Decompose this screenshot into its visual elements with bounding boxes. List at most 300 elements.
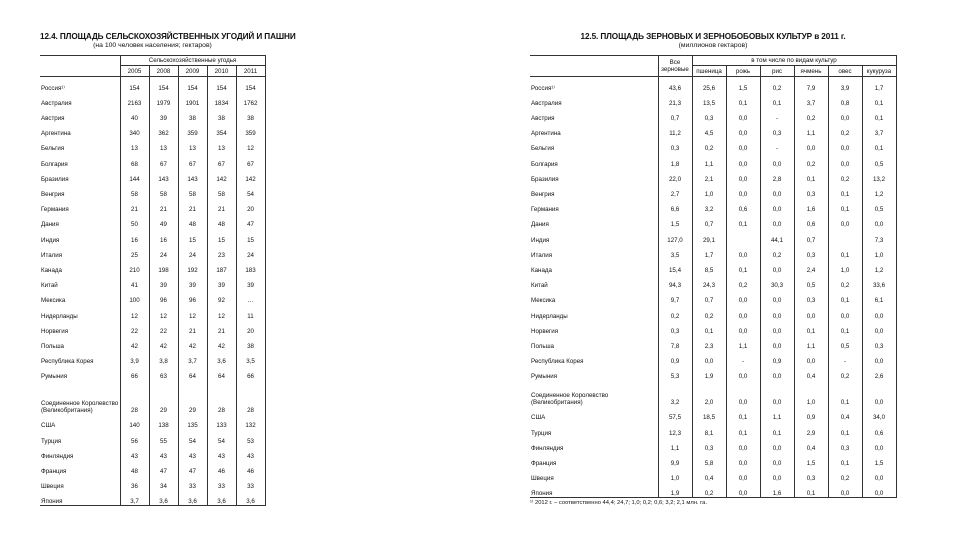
cell-value	[828, 228, 862, 243]
cell-value: 29,1	[692, 228, 726, 243]
row-label: Финляндия	[531, 444, 564, 452]
cell-value: 0,7	[692, 213, 726, 228]
table-row	[530, 406, 896, 421]
cell-value: 0,1	[794, 320, 828, 335]
cell-value: 15,4	[658, 259, 692, 274]
cell-value: 154	[207, 77, 236, 92]
table-12-4	[40, 55, 266, 506]
cell-value: 2163	[120, 92, 149, 107]
cell-value: 143	[178, 168, 207, 183]
cell-value: 0,2	[658, 304, 692, 319]
cell-value: 25,6	[692, 77, 726, 92]
cell-value: 46	[236, 460, 265, 475]
cell-value: 0,3	[794, 467, 828, 482]
cell-value: 33,6	[862, 274, 896, 289]
table-row	[40, 380, 265, 414]
cell-value: 2,6	[862, 365, 896, 380]
cell-value: 0,3	[692, 107, 726, 122]
cell-value: 0,0	[726, 482, 760, 497]
row-label: Индия	[41, 236, 60, 244]
row-label: Румыния	[531, 373, 558, 381]
table-row	[40, 198, 265, 213]
row-label: Турция	[41, 437, 62, 445]
cell-value: 38	[178, 107, 207, 122]
row-label: Аргентина	[41, 130, 71, 138]
table-row	[40, 289, 265, 304]
cell-value: 15	[236, 228, 265, 243]
cell-value: 0,7	[794, 228, 828, 243]
cell-value: 3,2	[658, 380, 692, 406]
cell-value: 0,1	[726, 92, 760, 107]
cell-value: 0,0	[760, 320, 794, 335]
table-row	[530, 228, 896, 243]
table-row	[40, 460, 265, 475]
cell-value: 340	[120, 122, 149, 137]
cell-value: 1901	[178, 92, 207, 107]
cell-value: 13	[178, 137, 207, 152]
cell-value: 1,7	[862, 77, 896, 92]
cell-value: 0,0	[726, 437, 760, 452]
cell-value: 20	[236, 320, 265, 335]
year-header: 2008	[149, 66, 178, 77]
cell-value: 13	[120, 137, 149, 152]
table-12-5	[530, 55, 897, 498]
cell-value: 198	[149, 259, 178, 274]
row-label: Турция	[531, 429, 552, 437]
table-row	[40, 274, 265, 289]
cell-value: 0,7	[658, 107, 692, 122]
cell-value: 24	[178, 244, 207, 259]
cell-value: 354	[207, 122, 236, 137]
cell-value: 0,1	[760, 421, 794, 436]
cell-value: 362	[149, 122, 178, 137]
cell-value: 1,1	[760, 406, 794, 421]
table-row	[530, 274, 896, 289]
row-label: Бельгия	[531, 145, 555, 153]
cell-value: 44,1	[760, 228, 794, 243]
cell-value: 0,0	[760, 365, 794, 380]
cell-value: -	[726, 350, 760, 365]
cell-value: 1,9	[692, 365, 726, 380]
cell-value: 0,0	[726, 137, 760, 152]
table-row	[530, 92, 896, 107]
year-header: 2009	[178, 66, 207, 77]
cell-value: 1,1	[794, 122, 828, 137]
table-row	[40, 107, 265, 122]
cell-value: 43	[207, 445, 236, 460]
cell-value: 154	[149, 77, 178, 92]
cell-value: 6,6	[658, 198, 692, 213]
cell-value: 1,0	[794, 380, 828, 406]
row-label: Япония	[40, 490, 120, 505]
cell-value: 0,0	[726, 289, 760, 304]
cell-value: 0,0	[726, 244, 760, 259]
cell-value: 21	[207, 320, 236, 335]
cell-value: 43	[236, 445, 265, 460]
cell-value: 54	[207, 429, 236, 444]
cell-value: 0,9	[794, 406, 828, 421]
cell-value: 142	[207, 168, 236, 183]
cell-value: 1,0	[692, 183, 726, 198]
cell-value: 127,0	[658, 228, 692, 243]
cell-value: 43	[149, 445, 178, 460]
cell-value: 0,0	[760, 259, 794, 274]
cell-value: 143	[149, 168, 178, 183]
row-label: Венгрия	[531, 191, 555, 198]
cell-value: 3,9	[828, 77, 862, 92]
cell-value: 0,3	[794, 183, 828, 198]
year-header: 2011	[236, 66, 265, 77]
cell-value: 33	[178, 475, 207, 490]
table-row	[40, 183, 265, 198]
row-label: Германия	[531, 206, 559, 214]
cell-value: 0,0	[726, 304, 760, 319]
cell-value: 0,1	[862, 92, 896, 107]
cell-value: 0,1	[726, 213, 760, 228]
cell-value: 0,0	[828, 137, 862, 152]
cell-value: 5,8	[692, 452, 726, 467]
row-label: Польша	[531, 342, 554, 350]
cell-value: 0,3	[828, 437, 862, 452]
cell-value: -	[760, 107, 794, 122]
cell-value: 36	[120, 475, 149, 490]
cell-value: 0,0	[828, 482, 862, 497]
cell-value: 57,5	[658, 406, 692, 421]
row-label: Соединенное Королевство (Великобритания)	[531, 392, 609, 407]
cell-value: 133	[207, 414, 236, 429]
cell-value: 135	[178, 414, 207, 429]
cell-value: 34,0	[862, 406, 896, 421]
cell-value: 3,6	[149, 490, 178, 505]
cell-value: 0,0	[862, 304, 896, 319]
cell-value: 9,7	[658, 289, 692, 304]
cell-value: 18,5	[692, 406, 726, 421]
cell-value: 12,3	[658, 421, 692, 436]
group-header: Сельскохозяйственные угодья	[120, 56, 265, 66]
cell-value: 0,1	[828, 452, 862, 467]
table-row	[530, 320, 896, 335]
row-label: Республика Корея	[531, 358, 584, 366]
cell-value: 0,0	[828, 213, 862, 228]
cell-value: 0,0	[862, 350, 896, 365]
cell-value: …	[236, 289, 265, 304]
cell-value: 0,0	[760, 380, 794, 406]
cell-value: 0,3	[658, 137, 692, 152]
cell-value: 24	[236, 244, 265, 259]
table-row	[40, 122, 265, 137]
cell-value: 0,0	[828, 107, 862, 122]
table-row	[40, 244, 265, 259]
cell-value: 1,5	[862, 452, 896, 467]
cell-value: 0,0	[726, 122, 760, 137]
row-label: Бельгия	[41, 145, 65, 153]
cell-value: 154	[236, 77, 265, 92]
cell-value: 46	[207, 460, 236, 475]
cell-value: 42	[207, 335, 236, 350]
table-row	[40, 320, 265, 335]
cell-value: 144	[120, 168, 149, 183]
row-label: Франция	[531, 460, 557, 467]
cell-value: 3,7	[862, 122, 896, 137]
row-label: Польша	[41, 342, 64, 350]
cell-value: 58	[178, 183, 207, 198]
cell-value: 154	[178, 77, 207, 92]
cell-value: 56	[120, 429, 149, 444]
cell-value: 54	[178, 429, 207, 444]
cell-value: 1,1	[692, 152, 726, 167]
cell-value: 1,5	[658, 213, 692, 228]
cell-value: 13,2	[862, 168, 896, 183]
cell-value: 3,6	[236, 490, 265, 505]
cell-value: 0,0	[862, 482, 896, 497]
cell-value: 154	[120, 77, 149, 92]
cell-value: 2,7	[658, 183, 692, 198]
cell-value: 0,1	[828, 320, 862, 335]
row-label: Россия¹⁾	[531, 84, 555, 92]
row-label: Швеция	[41, 483, 64, 491]
cell-value: 66	[120, 365, 149, 380]
cell-value: 8,5	[692, 259, 726, 274]
cell-value: 0,2	[828, 467, 862, 482]
cell-value: 21	[149, 198, 178, 213]
cell-value: 0,5	[794, 274, 828, 289]
cell-value: 1,2	[862, 259, 896, 274]
cell-value: 0,0	[794, 304, 828, 319]
table-row	[40, 445, 265, 460]
table-row	[530, 168, 896, 183]
cell-value: 25	[120, 244, 149, 259]
cell-value: 0,0	[760, 183, 794, 198]
cell-value: 0,3	[862, 335, 896, 350]
cell-value: 0,2	[794, 107, 828, 122]
cell-value: 21	[207, 198, 236, 213]
cell-value: 3,6	[178, 490, 207, 505]
table-12-4-subtitle: (на 100 человек населения; гектаров)	[93, 42, 212, 49]
cell-value: 24,3	[692, 274, 726, 289]
cell-value: 1,5	[726, 77, 760, 92]
cell-value: 39	[178, 274, 207, 289]
cell-value: 3,6	[207, 350, 236, 365]
row-label: Республика Корея	[41, 358, 94, 366]
table-row	[40, 335, 265, 350]
cell-value: 39	[236, 274, 265, 289]
table-row	[530, 380, 896, 406]
cell-value: 22,0	[658, 168, 692, 183]
row-label: Канада	[531, 266, 552, 274]
cell-value: 3,8	[149, 350, 178, 365]
cell-value: 138	[149, 414, 178, 429]
cell-value: 1,0	[862, 244, 896, 259]
cell-value: 0,3	[794, 289, 828, 304]
cell-value: 39	[207, 274, 236, 289]
cell-value: 63	[149, 365, 178, 380]
cell-value: 0,1	[692, 320, 726, 335]
cell-value: 0,0	[862, 213, 896, 228]
row-label: Дания	[41, 221, 59, 229]
cell-value: 359	[178, 122, 207, 137]
cell-value: 0,6	[726, 198, 760, 213]
cell-value: 21	[178, 320, 207, 335]
cell-value: 0,1	[828, 198, 862, 213]
table-row	[530, 421, 896, 436]
table-row	[530, 452, 896, 467]
cell-value: 1,6	[794, 198, 828, 213]
cell-value: 8,1	[692, 421, 726, 436]
row-label: Италия	[531, 251, 553, 259]
cell-value: 16	[120, 228, 149, 243]
table-row	[40, 259, 265, 274]
cell-value: 0,2	[828, 274, 862, 289]
cell-value: 58	[149, 183, 178, 198]
table-row	[530, 198, 896, 213]
footnote: ¹⁾ 2012 г. – соответственно 44,4; 24,7; 1,0; 0,2; 0,6; 3,2; 2,1 млн. га.	[530, 499, 707, 506]
cell-value: 7,9	[794, 77, 828, 92]
cell-value: 0,0	[760, 335, 794, 350]
row-label: Канада	[41, 266, 62, 274]
table-row	[40, 137, 265, 152]
cell-value: 192	[178, 259, 207, 274]
cell-value: 0,0	[794, 137, 828, 152]
cell-value: 3,2	[692, 198, 726, 213]
cell-value: 0,1	[828, 421, 862, 436]
cell-value: 1,9	[658, 482, 692, 497]
name-header	[530, 56, 658, 77]
cell-value: 58	[120, 183, 149, 198]
row-label: Нидерланды	[531, 312, 568, 320]
table-row	[40, 350, 265, 365]
cell-value: 0,0	[760, 152, 794, 167]
cell-value: 0,6	[794, 213, 828, 228]
cell-value: 0,4	[692, 467, 726, 482]
cell-value: 1762	[236, 92, 265, 107]
table-row	[530, 335, 896, 350]
cell-value: 2,1	[692, 168, 726, 183]
cell-value: -	[828, 350, 862, 365]
cell-value: 0,6	[862, 421, 896, 436]
cell-value: 1,1	[726, 335, 760, 350]
cell-value: 0,2	[760, 77, 794, 92]
cell-value: 40	[120, 107, 149, 122]
cell-value: 54	[236, 183, 265, 198]
row-label: Бразилия	[41, 175, 69, 183]
cell-value: 0,1	[828, 380, 862, 406]
crop-header: пшеница	[692, 66, 726, 77]
row-label: Болгария	[531, 160, 558, 168]
cell-value: 3,5	[658, 244, 692, 259]
cell-value: 96	[178, 289, 207, 304]
cell-value: 11	[236, 304, 265, 319]
cell-value: 0,2	[760, 244, 794, 259]
name-header	[40, 56, 120, 77]
crop-header: овес	[828, 66, 862, 77]
row-label: Аргентина	[531, 130, 561, 138]
table-row	[530, 183, 896, 198]
cell-value: 0,5	[862, 152, 896, 167]
cell-value: 0,2	[828, 122, 862, 137]
cell-value: 11,2	[658, 122, 692, 137]
row-label: Австралия	[41, 99, 72, 107]
table-row	[530, 365, 896, 380]
cell-value: 48	[120, 460, 149, 475]
cell-value: 0,0	[760, 213, 794, 228]
table-row	[530, 122, 896, 137]
cell-value: 1,1	[794, 335, 828, 350]
cell-value: 64	[207, 365, 236, 380]
cell-value: 2,9	[794, 421, 828, 436]
cell-value: 28	[236, 380, 265, 414]
cell-value: 12	[178, 304, 207, 319]
table-row	[530, 107, 896, 122]
cell-value: 1,0	[658, 467, 692, 482]
cell-value: 1,5	[794, 452, 828, 467]
cell-value: 0,1	[828, 183, 862, 198]
cell-value: 96	[149, 289, 178, 304]
cell-value: 0,0	[862, 320, 896, 335]
cell-value: 48	[207, 213, 236, 228]
cell-value: 0,2	[828, 168, 862, 183]
cell-value: 2,8	[760, 168, 794, 183]
cell-value: 39	[149, 107, 178, 122]
cell-value: 15	[178, 228, 207, 243]
cell-value: 21	[120, 198, 149, 213]
table-row	[530, 259, 896, 274]
cell-value: 0,0	[726, 183, 760, 198]
cell-value: 132	[236, 414, 265, 429]
cell-value: 12	[236, 137, 265, 152]
row-label: Дания	[531, 221, 549, 229]
row-label: Норвегия	[531, 327, 559, 335]
cell-value: 0,0	[726, 365, 760, 380]
cell-value: 0,1	[726, 421, 760, 436]
cell-value: 7,8	[658, 335, 692, 350]
cell-value: 29	[149, 380, 178, 414]
cell-value: 21	[178, 198, 207, 213]
cell-value: 142	[236, 168, 265, 183]
cell-value: 20	[236, 198, 265, 213]
cell-value: 0,2	[828, 365, 862, 380]
cell-value: 0,0	[726, 107, 760, 122]
year-header: 2005	[120, 66, 149, 77]
cell-value: 12	[207, 304, 236, 319]
cell-value: 0,0	[760, 289, 794, 304]
cell-value: 0,0	[760, 437, 794, 452]
cell-value: 0,1	[760, 92, 794, 107]
cell-value: 12	[149, 304, 178, 319]
cell-value: 42	[149, 335, 178, 350]
cell-value: 1,2	[862, 183, 896, 198]
cell-value: 28	[120, 380, 149, 414]
cell-value: 9,9	[658, 452, 692, 467]
cell-value: 0,0	[794, 350, 828, 365]
cell-value: 39	[149, 274, 178, 289]
table-12-5-subtitle: (миллионов гектаров)	[678, 42, 748, 49]
row-label: Мексика	[531, 297, 556, 305]
cell-value: 24	[149, 244, 178, 259]
cell-value: 0,1	[862, 107, 896, 122]
cell-value: 0,0	[726, 452, 760, 467]
cell-value: 0,3	[760, 122, 794, 137]
table-row	[530, 304, 896, 319]
cell-value	[726, 228, 760, 243]
row-label: Австрия	[41, 115, 65, 123]
cell-value: 1,6	[760, 482, 794, 497]
cell-value: 2,0	[692, 380, 726, 406]
cell-value: 13,5	[692, 92, 726, 107]
table-row	[530, 467, 896, 482]
row-label: Бразилия	[531, 175, 559, 183]
cell-value: 50	[120, 213, 149, 228]
year-header: 2010	[207, 66, 236, 77]
